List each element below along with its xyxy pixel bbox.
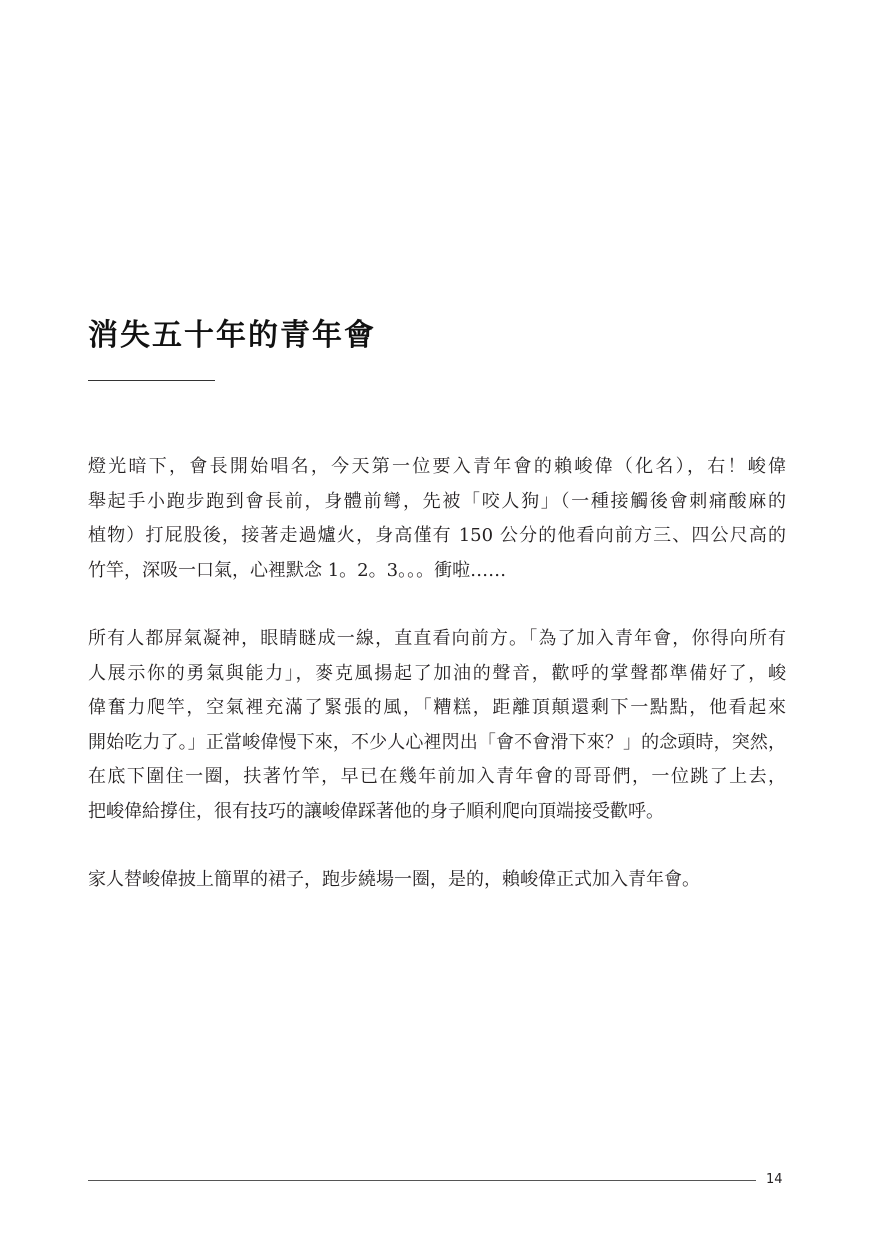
paragraph-1 — [88, 450, 786, 588]
paragraph-line: 家人替峻偉披上簡單的裙子，跑步繞場一圈，是的，賴峻偉正式加入青年會。 — [88, 869, 700, 890]
paragraph-line: 竹竿，深吸一口氣，心裡默念 1。2。3。。。衝啦…… — [88, 559, 507, 581]
title-underline — [88, 380, 215, 381]
paragraph-line: 把峻偉給撐住，很有技巧的讓峻偉踩著他的身子順利爬向頂端接受歡呼。 — [88, 800, 664, 822]
paragraph-line: 人展示你的勇氣與能力」，麥克風揚起了加油的聲音，歡呼的掌聲都準備好了，峻 — [88, 662, 786, 684]
paragraph-line: 植物）打屁股後，接著走過爐火，身高僅有 150 公分的他看向前方三、四公尺高的 — [88, 525, 786, 546]
chapter-title: 消失五十年的青年會 — [88, 318, 376, 353]
paragraph-line: 所有人都屏氣凝神，眼睛瞇成一線，直直看向前方。「為了加入青年會，你得向所有 — [88, 628, 786, 649]
footer-rule — [88, 1180, 756, 1181]
paragraph-line: 開始吃力了。」正當峻偉慢下來，不少人心裡閃出「會不會滑下來？」的念頭時，突然， — [88, 731, 786, 753]
paragraph-line: 舉起手小跑步跑到會長前，身體前彎，先被「咬人狗」（一種接觸後會刺痛酸麻的 — [88, 490, 786, 512]
paragraph-line: 在底下圍住一圈，扶著竹竿，早已在幾年前加入青年會的哥哥們，一位跳了上去， — [88, 766, 786, 787]
paragraph-line: 偉奮力爬竿，空氣裡充滿了緊張的風，「糟糕，距離頂顛還剩下一點點，他看起來 — [88, 697, 786, 718]
body-text — [88, 450, 786, 932]
paragraph-2 — [88, 622, 786, 829]
paragraph-3 — [88, 863, 786, 898]
paragraph-line: 燈光暗下，會長開始唱名，今天第一位要入青年會的賴峻偉（化名），右！峻偉 — [88, 456, 786, 477]
page-number: 14 — [766, 1172, 783, 1187]
